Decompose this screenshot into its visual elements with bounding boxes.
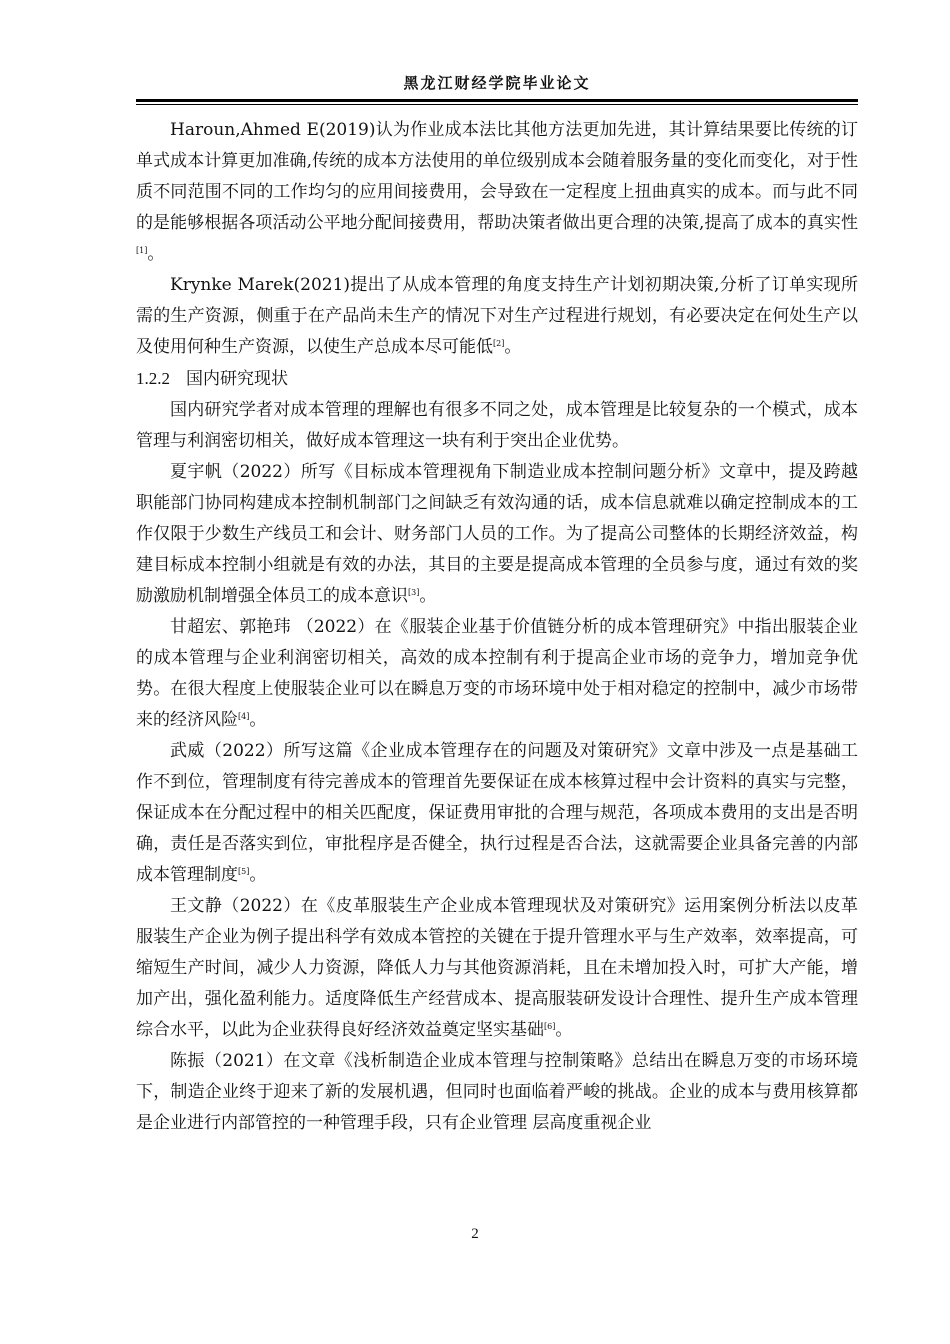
paragraph-end: 。 bbox=[419, 586, 437, 606]
paragraph-end: 。 bbox=[504, 337, 522, 357]
section-heading bbox=[136, 363, 858, 395]
citation-ref: [1] bbox=[136, 246, 148, 255]
section-number: 1.2.2 bbox=[136, 369, 170, 388]
paragraph-text: 夏宇帆（2022）所写《目标成本管理视角下制造业成本控制问题分析》文章中，提及跨越职能部门协同构建成本控制机制部门之间缺乏有效沟通的话，成本信息就难以确定控制成本的工作仅限于少数生产线员工和会计、财务部门人员的工作。为了提高公司整体的长期经济效益，构建目标成本控制小组就是有效的办法，其目的主要是提高成本管理的全员参与度，通过有效的奖励激励机制增强全体员工的成本意识 bbox=[136, 462, 858, 606]
paragraph-chen bbox=[136, 1046, 858, 1139]
citation-ref: [5] bbox=[238, 867, 250, 876]
header-rule-thin bbox=[136, 104, 858, 105]
paragraph-krynke bbox=[136, 270, 858, 363]
paragraph-text: Krynke Marek(2021)提出了从成本管理的角度支持生产计划初期决策,分析了订单实现所需的生产资源，侧重于在产品尚未生产的情况下对生产过程进行规划，有必要决定在何处生产以及使用何种生产资源，以使生产总成本尽可能低 bbox=[136, 275, 858, 357]
paragraph-wang bbox=[136, 891, 858, 1046]
paragraph-wu bbox=[136, 736, 858, 891]
page-header-title: 黑龙江财经学院毕业论文 bbox=[403, 74, 591, 92]
paragraph-end: 。 bbox=[249, 865, 267, 885]
paragraph-xia bbox=[136, 457, 858, 612]
paragraph-end: 。 bbox=[249, 710, 267, 730]
citation-ref: [3] bbox=[408, 588, 420, 597]
section-title: 国内研究现状 bbox=[186, 369, 288, 389]
paragraph-gan bbox=[136, 612, 858, 736]
paragraph-end: 。 bbox=[147, 244, 165, 264]
citation-ref: [2] bbox=[493, 339, 505, 348]
paragraph-end: 。 bbox=[555, 1020, 573, 1040]
citation-ref: [6] bbox=[544, 1022, 556, 1031]
page-number: 2 bbox=[471, 1226, 479, 1242]
paragraph-text: 国内研究学者对成本管理的理解也有很多不同之处，成本管理是比较复杂的一个模式，成本管理与利润密切相关，做好成本管理这一块有利于突出企业优势。 bbox=[136, 400, 858, 451]
paragraph-text: 甘超宏、郭艳玮 （2022）在《服装企业基于价值链分析的成本管理研究》中指出服装企业的成本管理与企业利润密切相关，高效的成本控制有利于提高企业市场的竞争力，增加竞争优势。在很大程度上使服装企业可以在瞬息万变的市场环境中处于相对稳定的控制中，减少市场带来的经济风险 bbox=[136, 617, 858, 730]
paragraph-text: 王文静（2022）在《皮革服装生产企业成本管理现状及对策研究》运用案例分析法以皮革服装生产企业为例子提出科学有效成本管控的关键在于提升管理水平与生产效率，效率提高，可缩短生产时间，减少人力资源，降低人力与其他资源消耗，且在未增加投入时，可扩大产能，增加产出，强化盈利能力。适度降低生产经营成本、提高服装研发设计合理性、提升生产成本管理综合水平，以此为企业获得良好经济效益奠定坚实基础 bbox=[136, 896, 858, 1040]
paragraph-text: 武威（2022）所写这篇《企业成本管理存在的问题及对策研究》文章中涉及一点是基础工作不到位，管理制度有待完善成本的管理首先要保证在成本核算过程中会计资料的真实与完整，保证成本在分配过程中的相关匹配度，保证费用审批的合理与规范，各项成本费用的支出是否明确，责任是否落实到位，审批程序是否健全，执行过程是否合法，这就需要企业具备完善的内部成本管理制度 bbox=[136, 741, 858, 885]
document-body bbox=[136, 115, 858, 1139]
paragraph-intro bbox=[136, 395, 858, 457]
header-rule-thick bbox=[136, 99, 858, 102]
paragraph-text: 陈振（2021）在文章《浅析制造企业成本管理与控制策略》总结出在瞬息万变的市场环境下，制造企业终于迎来了新的发展机遇，但同时也面临着严峻的挑战。企业的成本与费用核算都是企业进行内部管控的一种管理手段，只有企业管理 层高度重视企业 bbox=[136, 1051, 858, 1133]
citation-ref: [4] bbox=[238, 712, 250, 721]
paragraph-haroun bbox=[136, 115, 858, 270]
paragraph-text: Haroun,Ahmed E(2019)认为作业成本法比其他方法更加先进，其计算结果要比传统的订单式成本计算更加准确,传统的成本方法使用的单位级别成本会随着服务量的变化而变化，对于性质不同范围不同的工作均匀的应用间接费用，会导致在一定程度上扭曲真实的成本。而与此不同的是能够根据各项活动公平地分配间接费用，帮助决策者做出更合理的决策,提高了成本的真实性 bbox=[136, 120, 858, 233]
